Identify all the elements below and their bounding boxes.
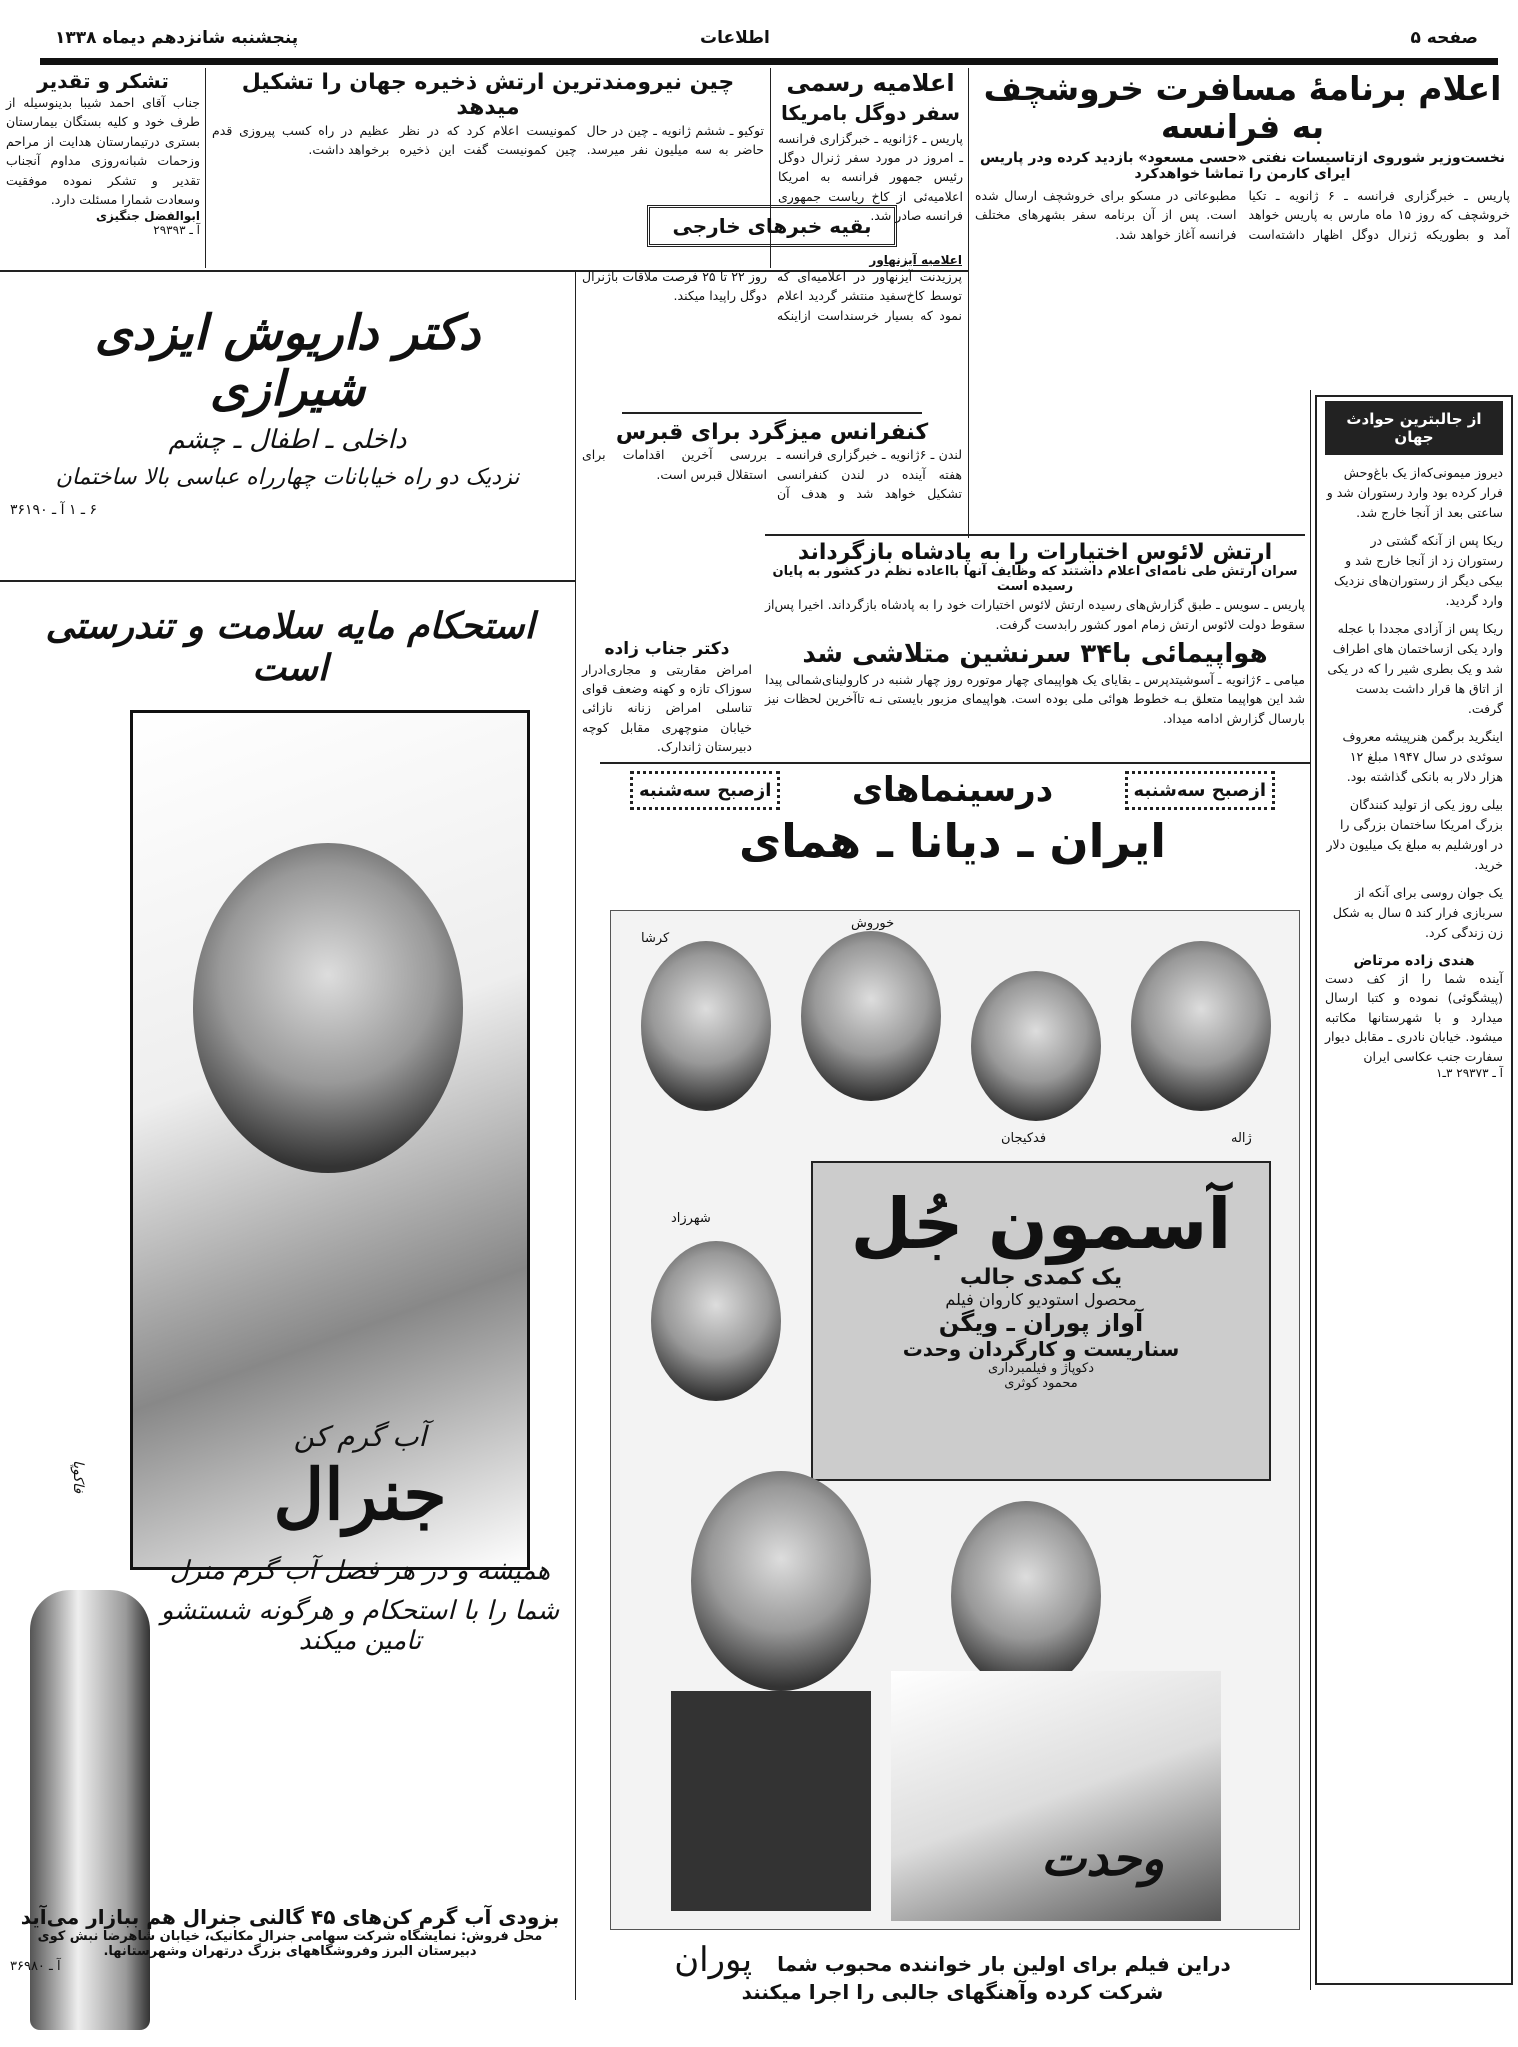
foreign-news-title: بقیه خبرهای خارجی (647, 205, 897, 247)
event-item: دیروز میمونی‌که‌از یک باغ‌وحش فرار کرده بود وارد رستوران شد و ساعتی بعد از آنجا خارج شد. (1326, 465, 1503, 520)
thanks-body: جناب آقای احمد شیبا بدینوسیله از طرف خود و کلیه بستگان بیمارستان بستری درتیمارستان هدایت از مراحم وزحمات شبانه‌روزی مداوم آنجناب تقدیر و تشکر نموده موفقیت وسعادت شمارا مسئلت دارد. (6, 95, 200, 207)
official-body: پاریس ـ ۶ژانویه ـ خبرگزاری فرانسه ـ امروز در مورد سفر ژنرال دوگل رئیس جمهور فرانسه به امریکا اعلامیه‌ئی از کاخ ریاست جمهوری فرانسه صادر شد. (778, 130, 963, 224)
page-number: صفحه ۵ (1410, 28, 1478, 48)
event-item: ریکا پس از آنکه گشتی در رستوران زد از آنجا خارج شد و بیکی دیگر از رستوران‌های نزدیک وارد گردید. (1333, 533, 1503, 608)
movie-credits2: محمود کوثری (1004, 1376, 1078, 1391)
heater-code: آ ـ ۳۶۹۸۰ (10, 1959, 61, 1974)
actor-label: خوروش (851, 916, 895, 931)
thanks-headline: تشکر و تقدیر (37, 69, 169, 93)
thanks-signature: ابوالفضل جنگیزی (96, 209, 200, 224)
masthead-rule (40, 58, 1498, 65)
laos-headline: ارتش لائوس اختیارات را به پادشاه بازگرداند (797, 540, 1273, 565)
doctor-address: نزدیک دو راه خیابانات چهارراه عباسی بالا ساختمان (55, 465, 520, 490)
actor-label: ژاله (1231, 1131, 1252, 1146)
issue-date: پنجشنبه شانزدهم دیماه ۱۳۳۸ (55, 28, 299, 48)
foreign-news-body: پرزیدنت آیزنهاور در اعلامیه‌ای که توسط کاخ‌سفید منتشر گردید اعلام نمود که بسیار خرسنداست ازاینکه روز ۲۲ تا ۲۵ فرصت ملاقات باژنرال دوگل راپیدا میکند. (582, 269, 962, 323)
cyprus-headline: کنفرانس میزگرد برای قبرس (615, 420, 929, 445)
doctor2-name: دکتر جناب زاده (604, 639, 730, 659)
official-headline: اعلامیه رسمی (786, 69, 955, 97)
lead-subhead: نخست‌وزیر شوروی ازتاسیسات نفتی «حسی مسعود» بازدید کرده ودر پاریس ایرای کارمن را تماشا خواهدکرد (979, 149, 1506, 182)
heater-line1: آب گرم کن (293, 1420, 427, 1453)
plane-body: میامی ـ ۶ژانویه ـ آسوشیتدپرس ـ بقایای یک هواپیمای چهار موتوره روز چهار شنبه در کارولینای‌شمالی پیدا شد این هواپیما متعلق بـه خطوط هوائی ملی بوده است. هواپیمای مزبور بایستی نـه تاآخرین لحظات نیز بارسال گزارش ادامه میداد. (765, 671, 1305, 726)
lead-headline: اعلام برنامهٔ مسافرت خروشچف به فرانسه (983, 69, 1502, 146)
doctor-name: دکتر داریوش ایزدی شیرازی (94, 305, 481, 417)
actor-label: شهرزاد (671, 1211, 711, 1226)
cinema-in: درسینماهای (851, 770, 1054, 810)
laos-article (765, 540, 1305, 634)
actor-label: فدکیجان (1001, 1131, 1047, 1146)
heater-address: محل فروش: نمایشگاه شرکت سهامی جنرال مکانیک، خیابان شاهرضا نبش کوی دبیرستان البرز وفروشگاههای بزرگ درتهران وشهرستانها. (37, 1929, 543, 1959)
fortune-ad-code: آ ـ ۲۹۳۷۳ ۳ـ۱ (1436, 1065, 1503, 1080)
official-subhead: سفر دوگل بامریکا (780, 100, 961, 125)
actor-photo-dark (671, 1691, 871, 1911)
event-item: یک جوان روسی برای آنکه از سربازی فرار کند ۵ سال به شکل زن زندگی کرد. (1332, 885, 1503, 940)
china-article (212, 70, 764, 159)
event-item: اینگرید برگمن هنرپیشه معروف سوئدی در سال ۱۹۴۷ مبلغ ۱۲ هزار دلار به بانکی گذاشته بود. (1342, 729, 1503, 784)
footer-line1: دراین فیلم برای اولین بار خواننده محبوب شما (777, 1952, 1231, 1976)
singer-name: پوران (674, 1940, 753, 1980)
newspaper-name: اطلاعات (700, 28, 770, 48)
event-item: بیلی روز یکی از تولید کنندگان بزرگ امریکا ساختمان بزرگی را در اورشلیم به مبلغ یک میلیون دلار خرید. (1326, 797, 1503, 872)
foreign-news (582, 205, 962, 325)
heater-line3: شما را با استحکام و هرگونه شستشو تامین میکند (160, 1596, 560, 1656)
cinema-ad (600, 770, 1305, 2004)
fortune-ad-title: هندی زاده مرتاض (1353, 953, 1475, 969)
heater-headline: بزودی آب گرم کن‌های ۴۵ گالنی جنرال هم ببازار می‌آید (20, 1905, 560, 1929)
event-item: ریکا پس از آزادی مجددا با عجله وارد یکی ازساختمان های اطراف شد و یک بطری شیر را که در یکی از اتاق ها قرار داشت بدست گرفت. (1327, 621, 1503, 716)
cinema-names: ایران ـ دیانا ـ همای (738, 814, 1167, 868)
heater-ad (10, 590, 570, 2000)
heater-line2: همیشه و در هر فصل آب گرم منزل (169, 1556, 551, 1586)
heater-brand: جنرال (273, 1453, 447, 1536)
cyprus-article (582, 420, 962, 503)
doctor2-ad (582, 640, 752, 756)
doctor-specialty: داخلی ـ اطفال ـ چشم (168, 425, 407, 455)
star-name: وحدت (1041, 1831, 1165, 1887)
thanks-notice (6, 70, 200, 237)
actor-label: کرشا (641, 931, 670, 946)
thanks-code: آ ـ ۲۹۳۹۳ (153, 223, 200, 238)
footer-line2: شرکت کرده وآهنگهای جالبی را اجرا میکنند (741, 1980, 1164, 2004)
lead-body: پاریس ـ خبرگزاری فرانسه ـ ۶ ژانویه ـ تکیا خروشچف که روز ۱۵ ماه مارس به پاریس خواهد آمد و بطوریکه ژنرال دوگل اظهار داشته‌است مطبوعاتی در مسکو برای خروشچف ارسال شده است. پس از آن برنامه سفر بشهرهای مختلف فرانسه آغاز خواهد شد. (975, 188, 1510, 242)
fortune-ad-body: آینده شما را از کف دست (پیشگوئی) نموده و کتبا ارسال میدارد و با شهرستانها مکاتبه میشود. خیابان نادری ـ مقابل دیوار سفارت جنب عکاسی ایران (1325, 971, 1503, 1064)
china-headline: چین نیرومندترین ارتش ذخیره جهان را تشکیل میدهد (241, 70, 735, 121)
laos-body: پاریس ـ سویس ـ طبق گزارش‌های رسیده ارتش لائوس اختیارات خود را به پادشاه بازگرداند. اخیرا پس‌از سقوط دولت لائوس ارتش زمام امور کشور رابدست گرفت. (765, 597, 1305, 632)
movie-genre: یک کمدی جالب (959, 1265, 1123, 1290)
doctor2-body: امراض مقاربتی و مجاری‌ادرار سوزاک تازه و کهنه وضعف قوای تناسلی امراض زنانه نازائی خیابان منوچهری مقابل کوچه دبیرستان ژاندارک. (582, 661, 752, 755)
movie-voice: آواز پوران ـ ویگن (938, 1309, 1144, 1337)
events-column (1315, 395, 1513, 1985)
official-statement-article (778, 70, 963, 225)
plane-article (765, 640, 1305, 728)
laos-subhead: سران ارتش طی نامه‌ای اعلام داشتند که وظایف آنها بااعاده نظم در کشور به پایان رسیده است (772, 564, 1298, 595)
heater-slogan: استحکام مایه سلامت و تندرستی است (45, 605, 535, 689)
movie-poster (610, 910, 1300, 1930)
artist-signature: فاکوپا (70, 1460, 86, 1494)
plane-headline: هواپیمائی با۳۴ سرنشین متلاشی شد (802, 639, 1268, 669)
doctor-ad (10, 285, 565, 525)
movie-director: سناریست و کارگردان وحدت (902, 1337, 1180, 1361)
cinema-from-left: ازصبح سه‌شنبه (630, 771, 780, 810)
foreign-news-sub: اعلامیه آیزنهاور (869, 253, 962, 267)
doctor-code: ۶ ـ ۱ آ ـ ۳۶۱۹۰ (10, 502, 98, 518)
movie-credits1: دکوپاژ و فیلمبرداری (988, 1361, 1094, 1376)
china-body: توکیو ـ ششم ژانویه ـ چین در حال حاضر به سه میلیون نفر میرسد. کمونیست اعلام کرد که در نظر چین کمونیست گفت این ذخیره عظیم در راه کسب پیروزی قدم برخواهد داشت. (212, 122, 764, 157)
movie-production: محصول استودیو کاروان فیلم (945, 1290, 1137, 1309)
cinema-from-right: ازصبح سه‌شنبه (1125, 771, 1275, 810)
cyprus-body: لندن ـ ۶ژانویه ـ خبرگزاری فرانسه ـ هفته آینده در لندن کنفرانسی تشکیل خواهد شد و هدف آن بررسی آخرین اقدامات برای استقلال قبرس است. (582, 447, 963, 502)
movie-title: آسمون جُل (850, 1183, 1232, 1265)
events-title: از جالبترین حوادث جهان (1325, 401, 1503, 455)
title-board (811, 1161, 1271, 1481)
